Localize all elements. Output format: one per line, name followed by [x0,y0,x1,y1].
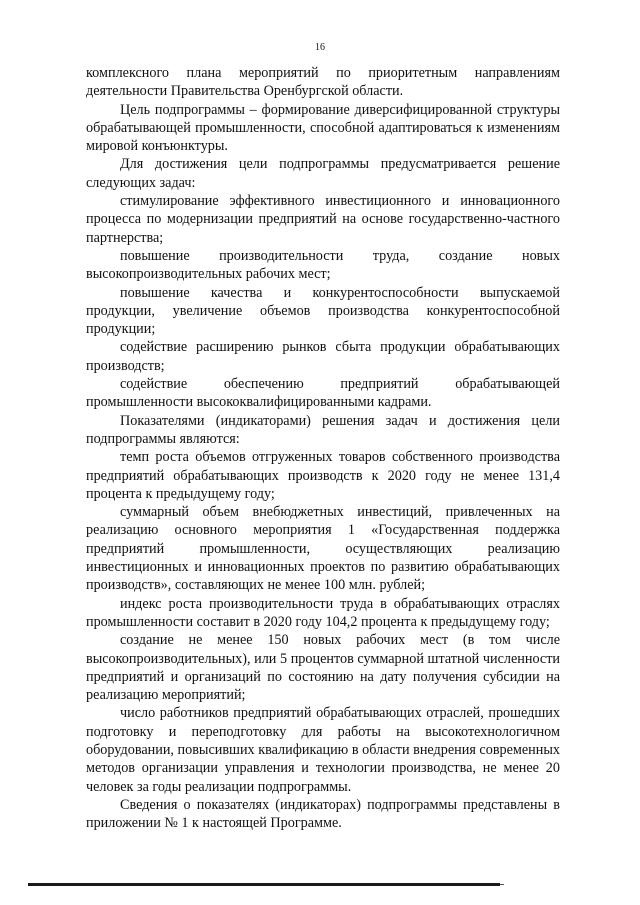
task-item: содействие расширению рынков сбыта продукции обрабатывающих производств; [86,339,560,374]
indicator-item: число работников предприятий обрабатывающих отраслей, прошедших подготовку и переподготовку для работы на высокотехнологичном оборудовании, повысивших квалификацию в области внедрения современных методов организации управления и технологии производства, не менее 20 человек за годы реализации подпрограммы. [86,705,560,795]
task-item: повышение производительности труда, создание новых высокопроизводительных рабочих мест; [86,247,560,283]
bottom-rule [28,883,500,886]
indicator-item: темп роста объемов отгруженных товаров собственного производства предприятий обрабатывающих производств к 2020 году не менее 131,4 процента к предыдущему году; [86,449,560,502]
document-body [86,64,560,832]
page-number: 16 [315,42,325,53]
paragraph-appendix-reference: Сведения о показателях (индикаторах) подпрограммы представлены в приложении № 1 к настоящей Программе. [86,796,560,832]
paragraph-tasks-intro: Для достижения цели подпрограммы предусматривается решение следующих задач: [86,156,560,191]
bottom-rule-tail [500,884,504,885]
paragraph-goal: Цель подпрограммы – формирование диверсифицированной структуры обрабатывающей промышленности, способной адаптироваться к изменениям мировой конъюнктуры. [86,101,560,155]
indicator-item: суммарный объем внебюджетных инвестиций, привлеченных на реализацию основного мероприятия 1 «Государственная поддержка предприятий промышленности, осуществляющих реализацию инвестиционных и инновационных проектов по развитию обрабатывающих производств», составляющих не менее 100 млн. рублей; [86,504,560,594]
task-item: содействие обеспечению предприятий обрабатывающей промышленности высококвалифицированными кадрами. [86,376,560,411]
paragraph-indicators-intro: Показателями (индикаторами) решения задач и достижения цели подпрограммы являются: [86,412,560,447]
paragraph-continuation: комплексного плана мероприятий по приоритетным направлениям деятельности Правительства Оренбургской области. [86,65,560,100]
task-item: стимулирование эффективного инвестиционного и инновационного процесса по модернизации предприятий на основе государственно-частного партнерства; [86,193,560,246]
indicator-item: индекс роста производительности труда в обрабатывающих отраслях промышленности составит в 2020 году 104,2 процента к предыдущему году; [86,595,560,630]
task-item: повышение качества и конкурентоспособности выпускаемой продукции, увеличение объемов производства конкурентоспособной продукции; [86,284,560,338]
indicator-item: создание не менее 150 новых рабочих мест (в том числе высокопроизводительных), или 5 процентов суммарной штатной численности предприятий и организаций по состоянию на дату получения субсидии на реализацию мероприятий; [86,632,560,704]
